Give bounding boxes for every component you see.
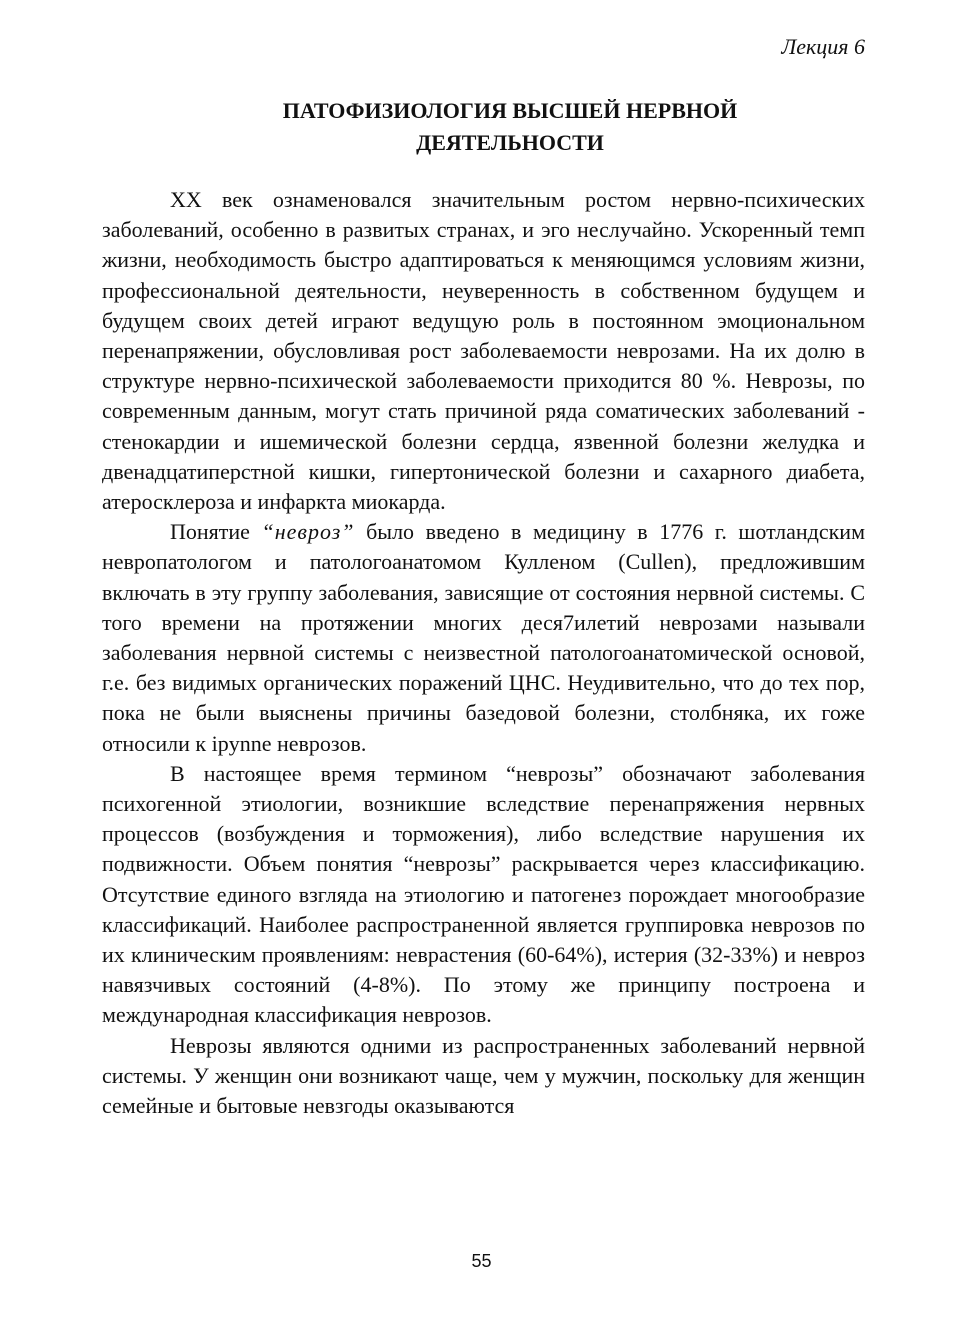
page-title: [200, 95, 820, 159]
paragraph-4: Неврозы являются одними из распространенных заболеваний нервной системы. У женщин они возникают чаще, чем у мужчин, поскольку для женщин семейные и бытовые невзгоды оказываются: [102, 1032, 865, 1119]
page-number: 55: [471, 1251, 492, 1271]
lecture-header: Лекция 6: [781, 34, 865, 59]
title-line-1: ПАТОФИЗИОЛОГИЯ ВЫСШЕЙ НЕРВНОЙ: [282, 98, 738, 123]
paragraph-2-start: Понятие: [170, 519, 262, 545]
paragraph-3: В настоящее время термином “неврозы” обозначают заболевания психогенной этиологии, возникшие вследствие перенапряжения нервных процессов (возбуждения и торможения), либо вследствие нарушения их подвижности. Объем понятия “неврозы” раскрывается через классификацию. Отсутствие единого взгляда на этиологию и патогенез порождает многообразие классификаций. Наиболее распространенной является группировка неврозов по их клиническим проявлениям: неврастения (60-64%), истерия (32-33%) и невроз навязчивых состояний (4-8%). По этому же принципу построена и международная классификация неврозов.: [102, 760, 865, 1028]
term-nevroz: “невроз”: [261, 519, 355, 545]
paragraph-2-rest: было введено в медицину в 1776 г. шотландским невропатологом и патологоанатомом Кулленом (Cullen), предложившим включать в эту группу заболевания, зависящие от состояния нервной системы. С того времени на протяжении многих деся7илетий неврозами называли заболевания нервной системы с неизвестной патологоанатомической основой, г.е. без видимых органических поражений ЦНС. Неудивительно, что до тех пор, пока не были выяснены причины базедовой болезни, столбняка, их гоже относили к іpynne неврозов.: [102, 519, 865, 756]
paragraph-2: [102, 517, 865, 759]
body-text: [102, 185, 865, 1121]
paragraph-1: XX век ознаменовался значительным ростом нервно-психических заболеваний, особенно в развитых странах, и эго неслучайно. Ускоренный темп жизни, необходимость быстро адаптироваться к меняющимся условиям жизни, профессиональной деятельности, неуверенность в собственном будущем и будущем своих детей играют ведущую роль в постоянном эмоциональном перенапряжении, обусловливая рост заболеваемости неврозами. На их долю в структуре нервно-психической заболеваемости приходится 80 %. Неврозы, по современным данным, могут стать причиной ряда соматических заболеваний - стенокардии и ишемической болезни сердца, язвенной болезни желудка и двенадцатиперстной кишки, гипертонической болезни и сахарного диабета, атеросклероза и инфаркта миокарда.: [102, 187, 865, 515]
title-line-2: ДЕЯТЕЛЬНОСТИ: [416, 130, 604, 155]
